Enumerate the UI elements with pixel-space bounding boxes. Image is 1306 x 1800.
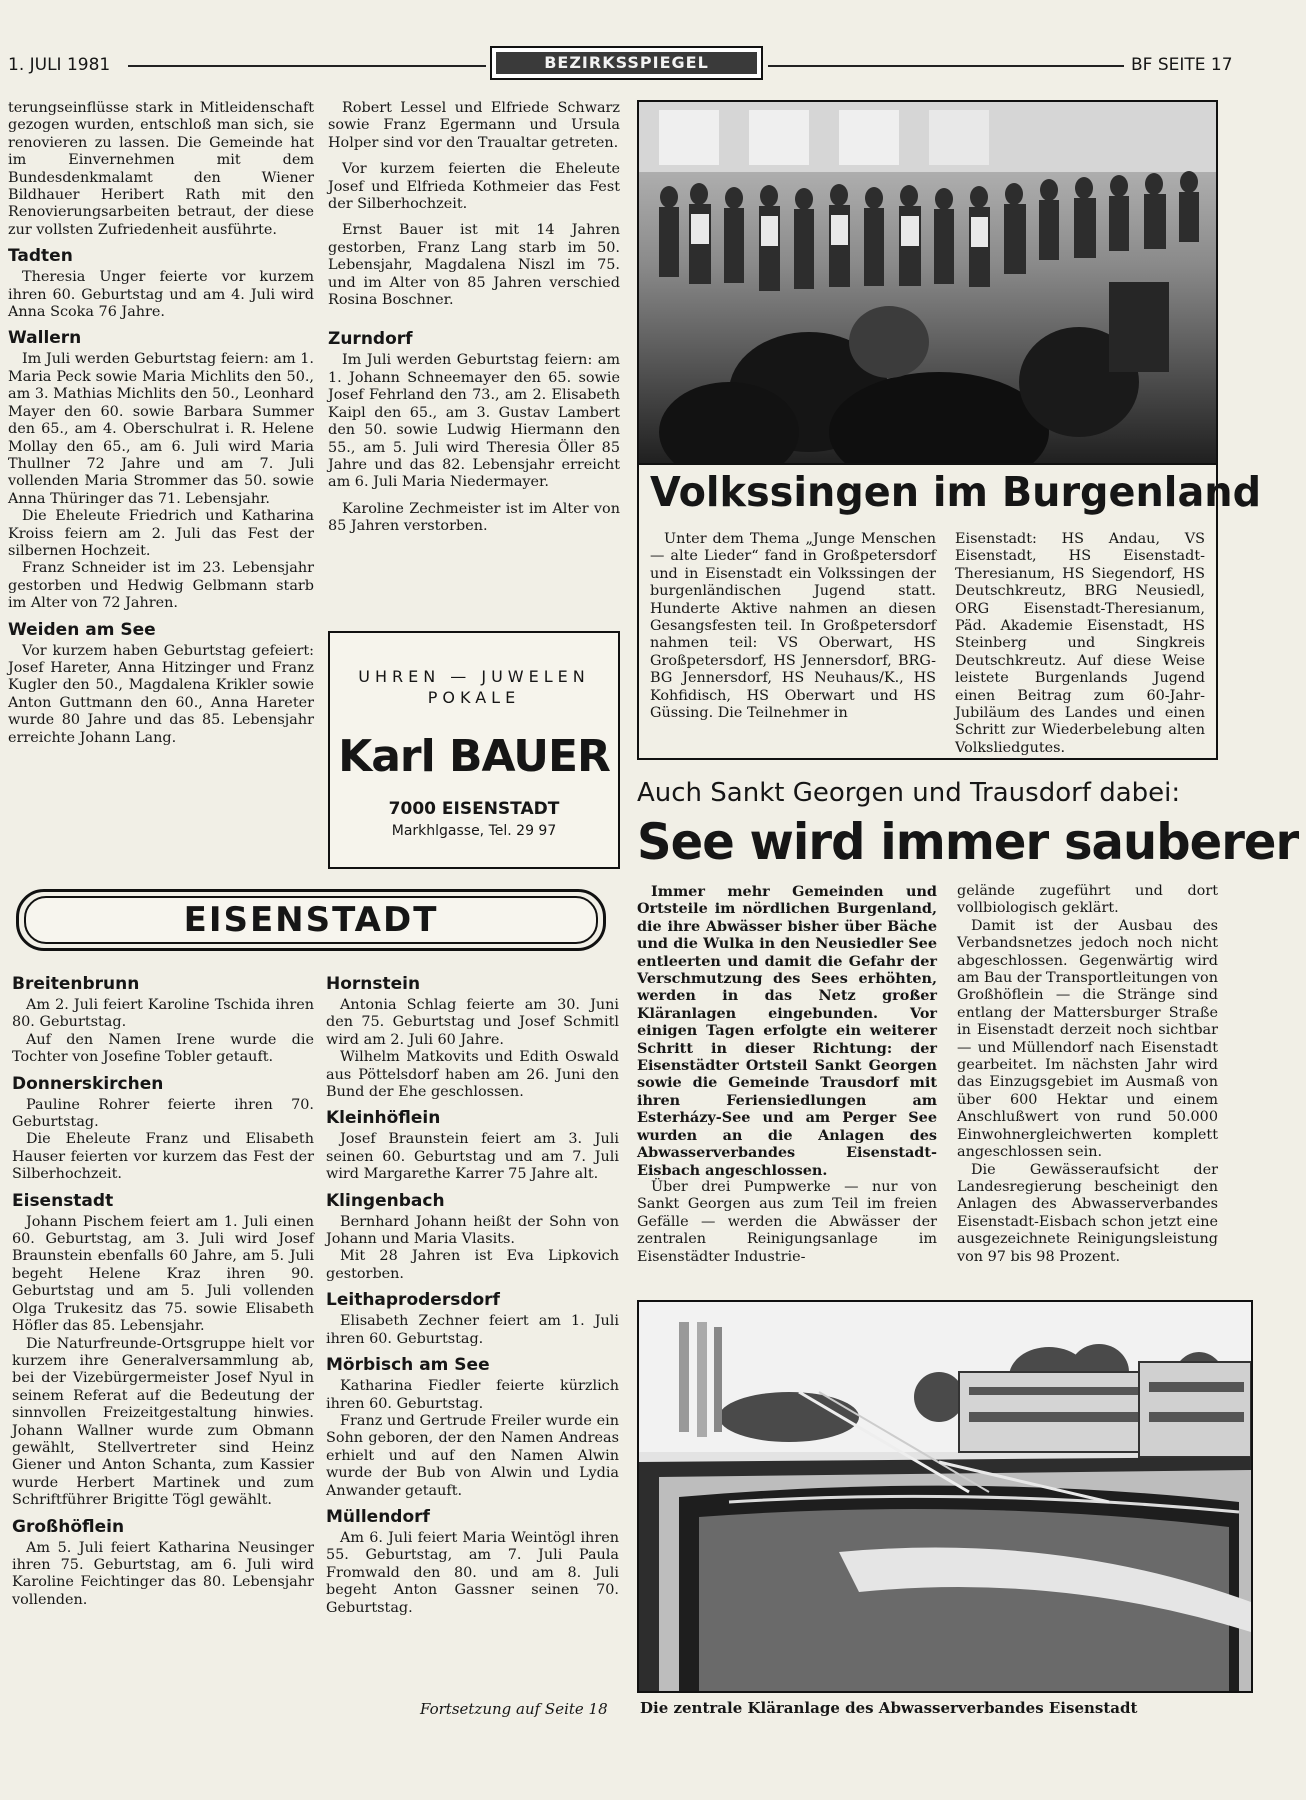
article-paragraph: Theresia Unger feierte vor kurzem ihren 60. Geburtstag und am 4. Juli wird Anna Scoka 76 Jahre. [8, 269, 314, 321]
town-heading: Leithaprodersdorf [326, 1290, 500, 1311]
headline-volkssingen: Volkssingen im Burgenland [650, 468, 1262, 516]
article-paragraph: Am 2. Juli feiert Karoline Tschida ihren 80. Geburtstag. [12, 997, 314, 1031]
article-paragraph: Ernst Bauer ist mit 14 Jahren gestorben, Franz Lang starb im 50. Lebensjahr, Magdalena Niszl im 75. und im Alter von 85 Jahren verschied Rosina Boschner. [328, 222, 620, 309]
ad-city: 7000 EISENSTADT [388, 799, 560, 819]
photo-caption: Die zentrale Kläranlage des Abwasserverbandes Eisenstadt [640, 1699, 1138, 1717]
article-paragraph: Am 6. Juli feiert Maria Weintögl ihren 55. Geburtstag, am 7. Juli Paula Fromwald den 80. und am 8. Juli begeht Anton Gassner seinen 70. Geburtstag. [326, 1529, 619, 1616]
eisenstadt-column-1 [12, 974, 314, 1609]
article-paragraph: Die Naturfreunde-Ortsgruppe hielt vor kurzem ihre Generalversammlung ab, bei der Vizebürgermeister Josef Nyul in seinem Referat auf die Bedeutung der sinnvollen Freizeitgestaltung hinwies. Johann Wallner wurde zum Obmann gewählt, Stellvertreter sind Heinz Giener und Anton Schanta, zum Kassier wurde Herbert Martinek und zum Schriftführer Brigitte Tögl gewählt. [12, 1335, 314, 1509]
treatment-plant-photo [637, 1300, 1253, 1693]
header-rule-right [768, 65, 1124, 67]
article-paragraph: Mit 28 Jahren ist Eva Lipkovich gestorben. [326, 1248, 619, 1282]
town-heading: Zurndorf [328, 329, 413, 350]
article-paragraph: Die Eheleute Friedrich und Katharina Kroiss feiern am 2. Juli das Fest der silbernen Hochzeit. [8, 508, 314, 559]
story-volkssingen-right [955, 531, 1205, 757]
town-heading: Tadten [8, 246, 73, 267]
town-heading: Mörbisch am See [326, 1355, 490, 1376]
article-paragraph: Über drei Pumpwerke — nur von Sankt Georgen aus zum Teil im freien Gefälle — werden die Abwässer der zentralen Reinigungsanlage im Eisenstädter Industrie- [637, 1178, 937, 1265]
town-heading: Weiden am See [8, 619, 156, 640]
article-paragraph: Bernhard Johann heißt der Sohn von Johann und Maria Vlasits. [326, 1213, 619, 1248]
article-paragraph: gelände zugeführt und dort vollbiologisch geklärt. [957, 883, 1218, 917]
town-heading: Donnerskirchen [12, 1073, 164, 1094]
intro-text: terungseinflüsse stark in Mitleidenschaft gezogen wurden, entschloß man sich, sie renovieren zu lassen. Die Gemeinde hat im Einvernehmen mit dem Bundesdenkmalamt den Wiener Bildhauer Heribert Rath mit den Renovierungsarbeiten betraut, der diese zur vollsten Zufriedenheit ausführte. [8, 100, 314, 238]
town-heading: Eisenstadt [12, 1190, 114, 1211]
ad-line-2: POKALE [427, 688, 521, 707]
article-paragraph: Im Juli werden Geburtstag feiern: am 1. Maria Peck sowie Maria Michlits den 50., am 3. Mathias Michlits den 50., Leonhard Mayer den 60. sowie Barbara Summer den 65., am 4. Oberschulrat i. R. Helene Mollay den 65., am 6. Juli wird Maria Thullner 72 Jahre und am 7. Juli vollenden Maria Strommer das 50. sowie Anna Thüringer das 71. Lebensjahr. [8, 351, 314, 507]
article-paragraph: Die Gewässeraufsicht der Landesregierung bescheinigt den Anlagen des Abwasserverbandes Eisenstadt-Eisbach schon jetzt eine ausgezeichnete Reinigungsleistung von 97 bis 98 Prozent. [957, 1161, 1218, 1265]
issue-date: 1. JULI 1981 [8, 55, 111, 75]
story-see-right [957, 883, 1218, 1266]
town-heading: Klingenbach [326, 1190, 445, 1211]
article-paragraph: Damit ist der Ausbau des Verbandsnetzes jedoch noch nicht abgeschlossen. Gegenwärtig wird am Bau der Transportleitungen von Großhöflein — die Stränge sind entlang der Mattersburger Straße in Eisenstadt derzeit noch sichtbar — und Müllendorf nach Eisenstadt gearbeitet. Im nächsten Jahr wird das Einzugsgebiet im Ausmaß von über 600 Hektar und einem Anschlußwert von rund 50.000 Einwohnergleichwerten komplett angeschlossen sein. [957, 917, 1218, 1161]
choir-photo-image [639, 102, 1216, 463]
story-see-left [637, 883, 937, 1266]
ad-line-1: UHREN — JUWELEN [358, 667, 590, 686]
article-paragraph: Katharina Fiedler feierte kürzlich ihren 60. Geburtstag. [326, 1378, 619, 1412]
article-paragraph: Johann Pischem feiert am 1. Juli einen 60. Geburtstag, am 3. Juli wird Josef Braunstein ebenfalls 60 Jahre, am 5. Juli begeht Helene Kraz ihren 90. Geburtstag und am 5. Juli vollenden Olga Trukesitz das 75. sowie Elisabeth Höfler das 85. Lebensjahr. [12, 1213, 314, 1335]
town-heading: Kleinhöflein [326, 1108, 441, 1129]
advertisement [328, 631, 620, 869]
story-volkssingen-left [650, 531, 936, 722]
continued-notice: Fortsetzung auf Seite 18 [420, 1700, 608, 1718]
treatment-plant-image [639, 1302, 1251, 1691]
article-paragraph: Vor kurzem feierten die Eheleute Josef und Elfrieda Kothmeier das Fest der Silberhochzeit. [328, 161, 620, 213]
article-paragraph: Pauline Rohrer feierte ihren 70. Geburtstag. [12, 1096, 314, 1131]
article-paragraph: Im Juli werden Geburtstag feiern: am 1. Johann Schneemayer den 65. sowie Josef Fehrland den 73., am 2. Elisabeth Kaipl den 65., am 3. Gustav Lambert den 50. sowie Ludwig Hiermann den 55., am 5. Juli wird Theresia Öller 85 Jahre und das 82. Lebensjahr erreicht am 6. Juli Maria Niedermayer. [328, 352, 620, 491]
page-number: BF SEITE 17 [1131, 55, 1233, 75]
header-rule-left [128, 65, 486, 67]
article-paragraph: Franz und Gertrude Freiler wurde ein Sohn geboren, der den Namen Andreas erhielt und auf den Namen Alwin wurde der Bub von Alwin und Lydia Anwander getauft. [326, 1412, 619, 1499]
section-banner-title: EISENSTADT [24, 896, 598, 944]
column-2-top [328, 100, 620, 536]
town-heading: Großhöflein [12, 1516, 125, 1537]
article-paragraph: Josef Braunstein feiert am 3. Juli seinen 60. Geburtstag und am 7. Juli wird Margarethe Karrer 75 Jahre alt. [326, 1131, 619, 1183]
article-paragraph: Auf den Namen Irene wurde die Tochter von Josefine Tobler getauft. [12, 1031, 314, 1066]
headline-see: See wird immer sauberer [637, 813, 1299, 871]
masthead [490, 46, 763, 80]
article-paragraph: Antonia Schlag feierte am 30. Juni den 75. Geburtstag und Josef Schmitl wird am 2. Juli 60 Jahre. [326, 997, 619, 1048]
article-paragraph: Wilhelm Matkovits und Edith Oswald aus Pöttelsdorf haben am 26. Juni den Bund der Ehe geschlossen. [326, 1049, 619, 1101]
article-paragraph: Robert Lessel und Elfriede Schwarz sowie Franz Egermann und Ursula Holper sind vor den Traualtar getreten. [328, 100, 620, 151]
article-paragraph: Unter dem Thema „Junge Menschen — alte Lieder“ fand in Großpetersdorf und in Eisenstadt ein Volkssingen der burgenländischen Jugend statt. Hunderte Aktive nahmen an diesen Gesangsfesten teil. In Großpetersdorf nahmen teil: VS Oberwart, HS Großpetersdorf, HS Jennersdorf, BRG-BG Jennersdorf, HS Neuhaus/K., HS Kohfidisch, HS Oberwart und HS Güssing. Die Teilnehmer in [650, 531, 936, 722]
town-heading: Breitenbrunn [12, 974, 140, 994]
ad-address: Markhlgasse, Tel. 29 97 [391, 823, 557, 839]
article-paragraph: Eisenstadt: HS Andau, VS Eisenstadt, HS Eisenstadt-Theresianum, HS Siegendorf, HS Deutschkreutz, BRG Neusiedl, ORG Eisenstadt-Theresianum, Päd. Akademie Eisenstadt, HS Steinberg und Singkreis Deutschkreutz. Auf diese Weise leistete Burgenlands Jugend einen Beitrag zum 60-Jahr-Jubiläum des Landes und einen Schritt zur Wiederbelebung alten Volksliedgutes. [955, 531, 1205, 756]
article-paragraph: Vor kurzem haben Geburtstag gefeiert: Josef Hareter, Anna Hitzinger und Franz Kugler den 50., Magdalena Krikler sowie Anton Guttmann den 60., Anna Hareter wurde 80 Jahre und das 85. Lebensjahr erreichte Johann Lang. [8, 642, 314, 746]
article-paragraph: Karoline Zechmeister ist im Alter von 85 Jahren verstorben. [328, 500, 620, 535]
article-paragraph: Am 5. Juli feiert Katharina Neusinger ihren 75. Geburtstag, am 6. Juli wird Karoline Feichtinger das 80. Lebensjahr vollenden. [12, 1539, 314, 1608]
column-1-top [8, 100, 314, 747]
article-paragraph: Franz Schneider ist im 23. Lebensjahr gestorben und Hedwig Gelbmann starb im Alter von 72 Jahren. [8, 560, 314, 612]
eisenstadt-column-2 [326, 974, 619, 1617]
town-heading: Hornstein [326, 974, 421, 994]
section-banner [16, 889, 606, 951]
masthead-title: BEZIRKSSPIEGEL [496, 52, 757, 74]
lead-paragraph: Immer mehr Gemeinden und Ortsteile im nördlichen Burgenland, die ihre Abwässer bisher über Bäche und die Wulka in den Neusiedler See entleerten und damit die Gefahr der Verschmutzung des Sees erhöhten, werden in das Netz großer Kläranlagen eingebunden. Vor einigen Tagen erfolgte ein weiterer Schritt in dieser Richtung: der Eisenstädter Ortsteil Sankt Georgen sowie die Gemeinde Trausdorf mit ihren Feriensiedlungen am Esterházy-See und am Perger See wurden an die Anlagen des Abwasserverbandes Eisenstadt-Eisbach angeschlossen. [637, 883, 937, 1179]
ad-business-name: Karl BAUER [338, 731, 610, 782]
article-paragraph: Elisabeth Zechner feiert am 1. Juli ihren 60. Geburtstag. [326, 1313, 619, 1347]
town-heading: Müllendorf [326, 1506, 430, 1527]
choir-photo [637, 100, 1218, 465]
article-paragraph: Die Eheleute Franz und Elisabeth Hauser feierten vor kurzem das Fest der Silberhochzeit. [12, 1131, 314, 1183]
kicker-see: Auch Sankt Georgen und Trausdorf dabei: [637, 778, 1181, 808]
town-heading: Wallern [8, 328, 82, 349]
